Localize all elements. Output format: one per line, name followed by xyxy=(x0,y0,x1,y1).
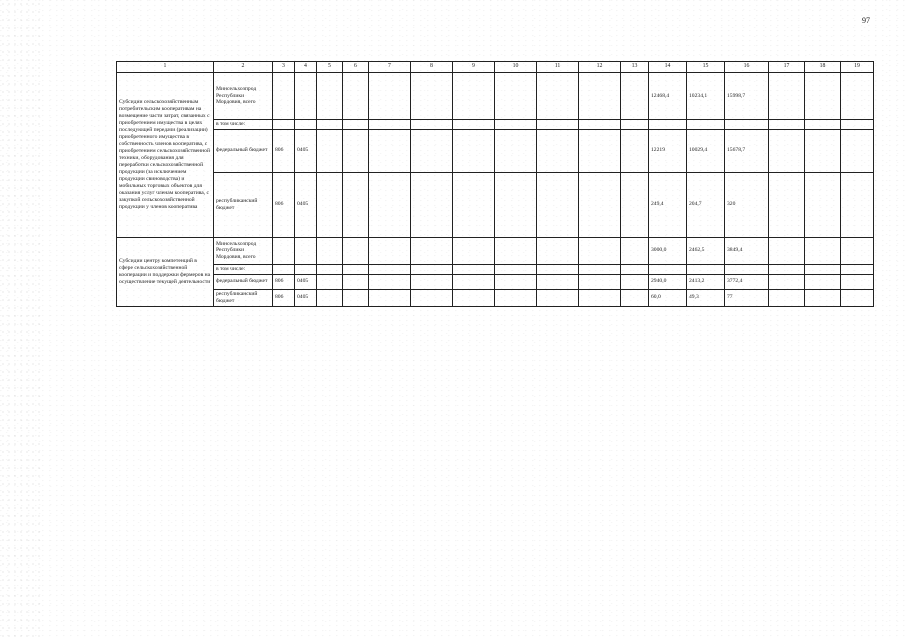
cell-value: 2462,5 xyxy=(687,237,725,264)
col-header: 16 xyxy=(725,62,769,73)
cell-value: 10029,4 xyxy=(687,129,725,172)
table-row xyxy=(117,289,874,306)
row-label: федеральный бюджет xyxy=(214,274,273,289)
cell-value: 0405 xyxy=(295,129,317,172)
cell-value: 15678,7 xyxy=(725,129,769,172)
col-header: 8 xyxy=(411,62,453,73)
block1-description: Субсидии сельскохозяйственным потребительским кооперативам на возмещение части затрат, связанных с приобретением имущества в целях последующей передачи (реализации) приобретенного имущества в собственность членов кооператива, с приобретением сельскохозяйственной техники, оборудования для переработки сельскохозяйственной продукции (за исключением продукции свиноводства) и мобильных торговых объектов для оказания услуг членам кооператива, с закупкой сельскохозяйственной продукции у членов кооператива xyxy=(117,73,214,238)
cell-value: 49,3 xyxy=(687,289,725,306)
table-row xyxy=(117,129,874,172)
table-row xyxy=(117,264,874,274)
cell-value: 12468,4 xyxy=(649,73,687,120)
col-header: 15 xyxy=(687,62,725,73)
col-header: 9 xyxy=(453,62,495,73)
cell-value: 60,0 xyxy=(649,289,687,306)
table-row xyxy=(117,120,874,130)
col-header: 19 xyxy=(841,62,874,73)
row-label: республиканский бюджет xyxy=(214,172,273,237)
column-number-row xyxy=(117,62,874,73)
cell-value: 2413,2 xyxy=(687,274,725,289)
scan-edge-noise xyxy=(0,0,40,639)
row-label: республиканский бюджет xyxy=(214,289,273,306)
row-label: Минсельхозпрод Республики Мордовия, всего xyxy=(214,73,273,120)
cell-value: 10234,1 xyxy=(687,73,725,120)
cell-value: 806 xyxy=(273,172,295,237)
cell-value: 0405 xyxy=(295,274,317,289)
table-row xyxy=(117,73,874,120)
row-label: в том числе: xyxy=(214,264,273,274)
col-header: 11 xyxy=(537,62,579,73)
col-header: 12 xyxy=(579,62,621,73)
cell-value: 77 xyxy=(725,289,769,306)
row-label: федеральный бюджет xyxy=(214,129,273,172)
col-header: 13 xyxy=(621,62,649,73)
col-header: 14 xyxy=(649,62,687,73)
cell-value: 0405 xyxy=(295,172,317,237)
cell-value: 249,4 xyxy=(649,172,687,237)
row-label: Минсельхозпрод Республики Мордовия, всего xyxy=(214,237,273,264)
col-header: 1 xyxy=(117,62,214,73)
col-header: 10 xyxy=(495,62,537,73)
col-header: 4 xyxy=(295,62,317,73)
cell-value: 12219 xyxy=(649,129,687,172)
cell-value: 15998,7 xyxy=(725,73,769,120)
cell-value: 3000,0 xyxy=(649,237,687,264)
cell-value: 320 xyxy=(725,172,769,237)
cell-value: 806 xyxy=(273,274,295,289)
block2-description: Субсидии центру компетенций в сфере сельскохозяйственной кооперации и поддержки фермеров на осуществление текущей деятельности xyxy=(117,237,214,306)
col-header: 6 xyxy=(343,62,369,73)
budget-table xyxy=(116,61,874,307)
page-number: 97 xyxy=(862,16,870,25)
col-header: 7 xyxy=(369,62,411,73)
cell-value: 204,7 xyxy=(687,172,725,237)
table-row xyxy=(117,237,874,264)
col-header: 5 xyxy=(317,62,343,73)
cell-value: 0405 xyxy=(295,289,317,306)
cell-value: 806 xyxy=(273,129,295,172)
cell-value: 3849,4 xyxy=(725,237,769,264)
col-header: 2 xyxy=(214,62,273,73)
col-header: 17 xyxy=(769,62,805,73)
cell-value: 3772,4 xyxy=(725,274,769,289)
cell-value: 2940,0 xyxy=(649,274,687,289)
table-row xyxy=(117,172,874,237)
cell-value: 806 xyxy=(273,289,295,306)
table-row xyxy=(117,274,874,289)
col-header: 3 xyxy=(273,62,295,73)
col-header: 18 xyxy=(805,62,841,73)
row-label: в том числе: xyxy=(214,120,273,130)
